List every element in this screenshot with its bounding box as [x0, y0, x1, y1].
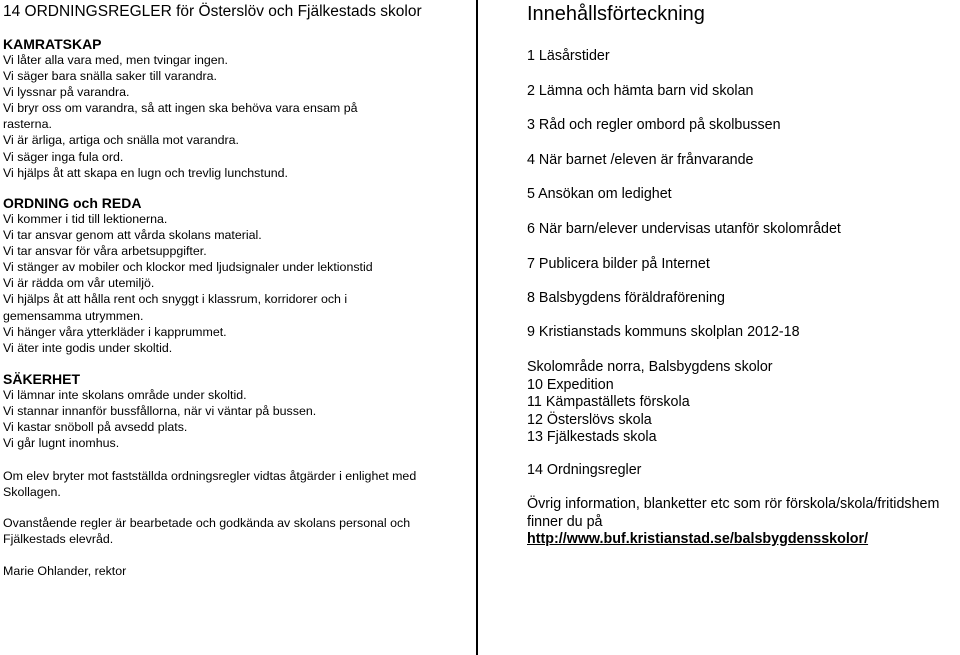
rule-line: Vi säger bara snälla saker till varandra.	[3, 69, 217, 84]
toc-item[interactable]: 13 Fjälkestads skola	[527, 429, 657, 445]
rule-line: Vi går lugnt inomhus.	[3, 436, 120, 451]
toc-item[interactable]: 4 När barnet /eleven är frånvarande	[527, 152, 754, 168]
toc-item[interactable]: 2 Lämna och hämta barn vid skolan	[527, 83, 754, 99]
section-heading-ordning: ORDNING och REDA	[3, 195, 142, 211]
rule-line: Vi lyssnar på varandra.	[3, 85, 130, 100]
rule-line: Vi stannar innanför bussfållorna, när vi väntar på bussen.	[3, 404, 317, 419]
section-ordning	[3, 195, 473, 356]
rule-line: Vi äter inte godis under skoltid.	[3, 340, 173, 355]
toc-item[interactable]: 3 Råd och regler ombord på skolbussen	[527, 117, 781, 133]
rule-line: Vi hjälps åt att skapa en lugn och trevlig lunchstund.	[3, 165, 288, 180]
rules-column	[0, 0, 478, 655]
rule-line: Vi säger inga fula ord.	[3, 149, 124, 164]
rule-line: Vi hjälps åt att hålla rent och snyggt i klassrum, korridorer och i	[3, 292, 348, 307]
rule-line: rasterna.	[3, 117, 52, 132]
toc-item[interactable]: 10 Expedition	[527, 376, 614, 393]
section-heading-kamratskap: KAMRATSKAP	[3, 36, 102, 52]
toc-item[interactable]: 7 Publicera bilder på Internet	[527, 256, 710, 272]
toc-title: Innehållsförteckning	[527, 3, 705, 25]
toc-item[interactable]: 11 Kämpaställets förskola	[527, 394, 690, 410]
toc-item[interactable]: 8 Balsbygdens föräldraförening	[527, 290, 725, 306]
rule-line: Vi kastar snöboll på avsedd plats.	[3, 420, 188, 435]
toc-item[interactable]: 6 När barn/elever undervisas utanför skolområdet	[527, 221, 841, 237]
page-title: 14 ORDNINGSREGLER för Österslöv och Fjälkestads skolor	[3, 3, 422, 20]
rule-line: Vi lämnar inte skolans område under skoltid.	[3, 388, 247, 402]
toc-item[interactable]: 12 Österslövs skola	[527, 411, 652, 428]
signature: Marie Ohlander, rektor	[3, 564, 127, 578]
rule-line: Vi är ärliga, artiga och snälla mot varandra.	[3, 133, 240, 148]
toc-column	[527, 0, 960, 655]
info-text-line: Övrig information, blanketter etc som rör förskola/skola/fritidshem	[527, 496, 940, 512]
rule-line: Vi är rädda om vår utemiljö.	[3, 276, 155, 291]
approval-paragraph: Ovanstående regler är bearbetade och godkända av skolans personal och Fjälkestads elevråd.	[3, 516, 411, 547]
toc-item[interactable]: 5 Ansökan om ledighet	[527, 186, 672, 202]
toc-school-group	[527, 359, 773, 447]
toc-info	[527, 496, 960, 549]
rule-line: gemensamma utrymmen.	[3, 308, 144, 323]
rule-line: Vi kommer i tid till lektionerna.	[3, 212, 168, 226]
section-kamratskap	[3, 36, 473, 181]
section-heading-sakerhet: SÄKERHET	[3, 371, 81, 387]
toc-item[interactable]: 14 Ordningsregler	[527, 462, 642, 478]
rule-line: Vi tar ansvar för våra arbetsuppgifter.	[3, 244, 207, 259]
rule-line: Vi bryr oss om varandra, så att ingen ska behöva vara ensam på	[3, 101, 358, 116]
rule-line: Vi låter alla vara med, men tvingar ingen.	[3, 53, 228, 67]
rule-line: Vi hänger våra ytterkläder i kapprummet.	[3, 324, 227, 339]
toc-item[interactable]: 1 Läsårstider	[527, 48, 610, 64]
rule-line: Vi stänger av mobiler och klockor med ljudsignaler under lektionstid	[3, 260, 373, 275]
rule-line: Vi tar ansvar genom att vårda skolans material.	[3, 228, 262, 243]
consequence-paragraph: Om elev bryter mot fastställda ordningsregler vidtas åtgärder i enlighet med Skollagen.	[3, 469, 417, 500]
info-text-line: finner du på	[527, 513, 603, 530]
section-sakerhet	[3, 371, 473, 451]
toc-item[interactable]: 9 Kristianstads kommuns skolplan 2012-18	[527, 324, 800, 340]
school-website-link[interactable]: http://www.buf.kristianstad.se/balsbygdensskolor/	[527, 531, 869, 547]
toc-group-heading: Skolområde norra, Balsbygdens skolor	[527, 359, 773, 375]
